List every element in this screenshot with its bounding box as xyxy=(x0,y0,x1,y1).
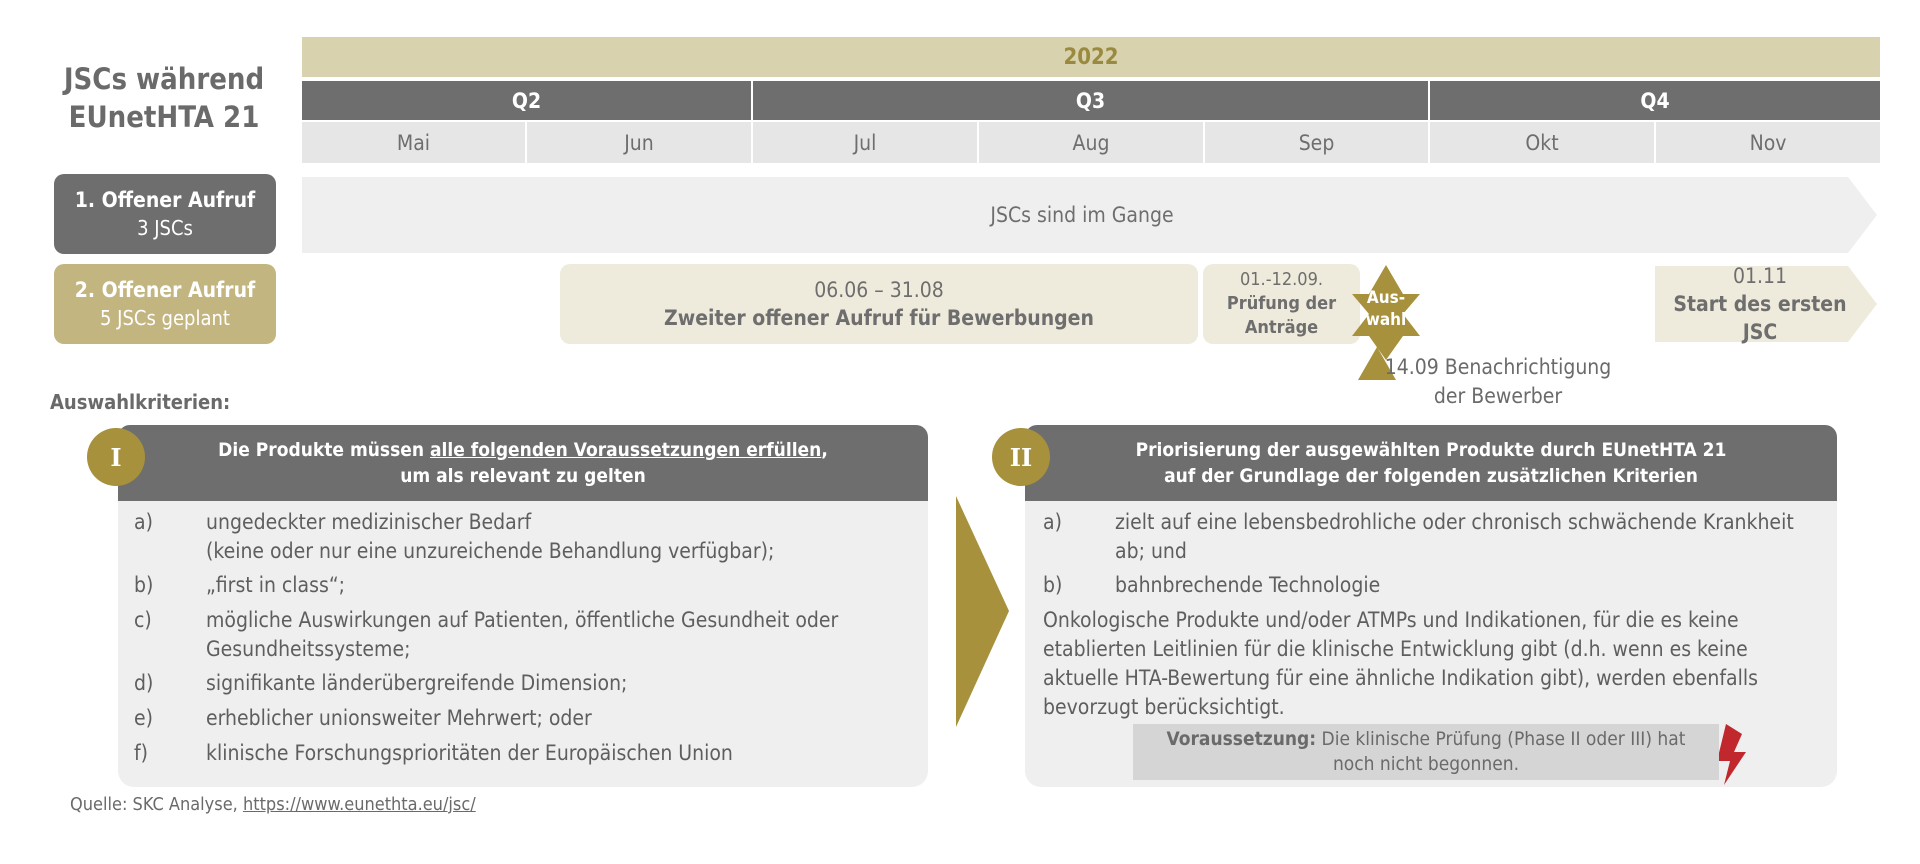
month-okt: Okt xyxy=(1430,122,1654,163)
notification-line-1: 14.09 Benachrichtigung xyxy=(1384,355,1612,379)
box2-item-a: a) zielt auf eine lebensbedrohliche oder chronisch schwächende Krankheit ab; und xyxy=(1043,510,1794,563)
box1-roman-badge: I xyxy=(87,428,145,486)
title-line-1: JSCs während xyxy=(63,62,265,96)
box1-header-underlined: alle folgenden Voraussetzungen erfüllen xyxy=(430,439,822,461)
box1-item-b: b) „first in class“; xyxy=(134,573,345,597)
source-link[interactable]: https://www.eunethta.eu/jsc/ xyxy=(242,794,476,815)
box2-paragraph: Onkologische Produkte und/oder ATMPs und Indikationen, für die es keine etablierten Leitlinien für die klinische Entwicklung gibt (d.h. wenn es keine aktuelle HTA-Bewertung für eine ähnliche Indikation gibt), werden ebenfalls bevorzugt berücksichtigt. xyxy=(1043,608,1758,719)
box1-header-line-2: um als relevant zu gelten xyxy=(400,465,646,487)
month-aug: Aug xyxy=(979,122,1203,163)
box1-header-line-1: Die Produkte müssen alle folgenden Voraussetzungen erfüllen, xyxy=(218,439,828,461)
selection-line-1: Aus- xyxy=(1366,288,1406,308)
start-date: 01.11 xyxy=(1732,264,1788,288)
month-jun: Jun xyxy=(527,122,751,163)
box2-header xyxy=(1025,425,1837,501)
start-text xyxy=(1655,266,1865,342)
application-dates: 06.06 – 31.08 xyxy=(814,278,944,302)
month-jul: Jul xyxy=(753,122,977,163)
month-nov: Nov xyxy=(1656,122,1880,163)
review-dates: 01.-12.09. xyxy=(1239,269,1324,290)
year-header: 2022 xyxy=(302,37,1880,77)
first-call-title: 1. Offener Aufruf xyxy=(74,188,256,212)
quarter-q4: Q4 xyxy=(1430,81,1880,120)
review-label-1: Prüfung der xyxy=(1226,293,1337,314)
prerequisite-line-1: Voraussetzung: Die klinische Prüfung (Phase II oder III) hat xyxy=(1166,728,1686,750)
box1-item-e: e) erheblicher unionsweiter Mehrwert; oder xyxy=(134,706,592,730)
box2-header-line-1: Priorisierung der ausgewählten Produkte durch EUnetHTA 21 xyxy=(1135,439,1727,461)
month-mai: Mai xyxy=(302,122,525,163)
review-text xyxy=(1203,264,1360,344)
transition-arrow-icon xyxy=(956,496,1009,727)
quarter-q2: Q2 xyxy=(302,81,751,120)
month-sep: Sep xyxy=(1205,122,1428,163)
review-label-2: Anträge xyxy=(1244,317,1319,338)
quarter-q3: Q3 xyxy=(753,81,1428,120)
notification-text xyxy=(1378,353,1618,411)
box1-item-f: f) klinische Forschungsprioritäten der Europäischen Union xyxy=(134,741,733,765)
box1-header xyxy=(118,425,928,501)
prerequisite-box xyxy=(1133,724,1719,780)
source-prefix: Quelle: SKC Analyse, xyxy=(70,794,243,815)
box2-item-b: b) bahnbrechende Technologie xyxy=(1043,573,1381,597)
ongoing-text: JSCs sind im Gange xyxy=(990,203,1174,227)
selection-line-2: wahl xyxy=(1365,310,1407,330)
second-call-title: 2. Offener Aufruf xyxy=(74,278,256,302)
box1-item-d: d) signifikante länderübergreifende Dimension; xyxy=(134,671,628,695)
application-label: Zweiter offener Aufruf für Bewerbungen xyxy=(664,306,1094,330)
criteria-title: Auswahlkriterien: xyxy=(50,390,231,414)
selection-text xyxy=(1352,282,1420,336)
title-line-2: EUnetHTA 21 xyxy=(68,100,260,134)
box1-item-c: c) mögliche Auswirkungen auf Patienten, öffentliche Gesundheit oder Gesundheitssysteme; xyxy=(134,608,839,661)
first-call-sub: 3 JSCs xyxy=(137,216,193,240)
prerequisite-label: Voraussetzung: xyxy=(1166,728,1317,750)
source-note xyxy=(70,794,476,815)
box1-item-a: a) ungedeckter medizinischer Bedarf (keine oder nur eine unzureichende Behandlung verfügbar); xyxy=(134,510,775,563)
box2-roman-badge: II xyxy=(992,428,1050,486)
box2-header-line-2: auf der Grundlage der folgenden zusätzlichen Kriterien xyxy=(1164,465,1698,487)
notification-line-2: der Bewerber xyxy=(1433,384,1563,408)
start-label: Start des ersten JSC xyxy=(1673,292,1847,344)
prerequisite-line-2: noch nicht begonnen. xyxy=(1332,753,1520,775)
application-text xyxy=(560,264,1198,344)
second-call-sub: 5 JSCs geplant xyxy=(100,306,230,330)
